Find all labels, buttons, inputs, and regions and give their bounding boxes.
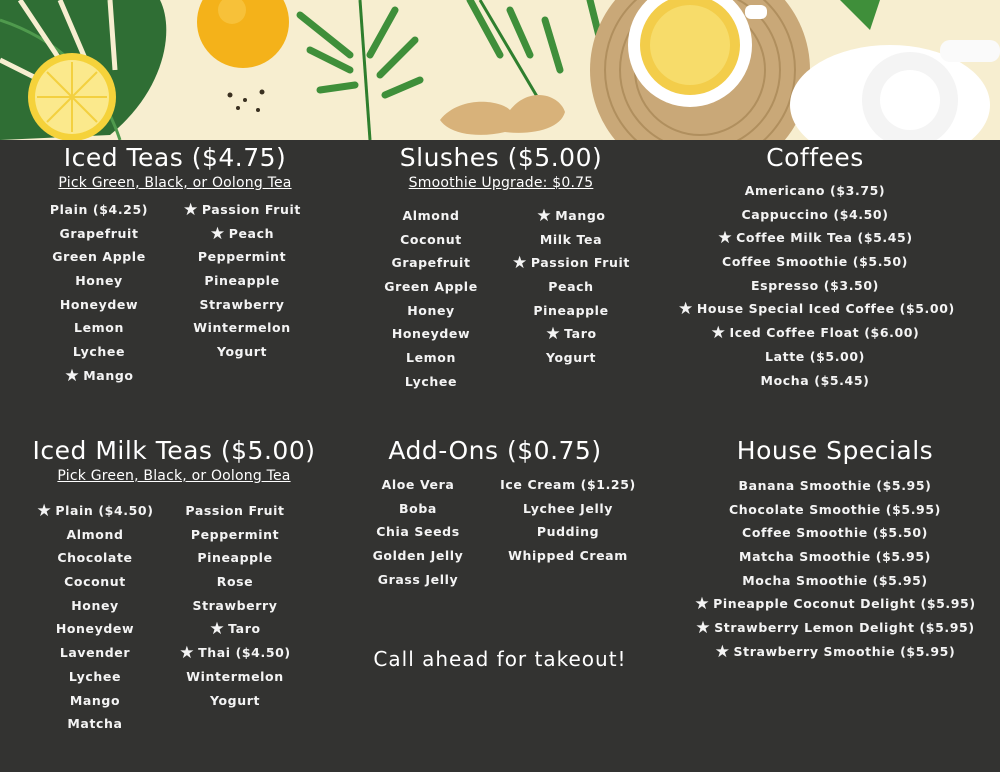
menu-item xyxy=(500,275,642,299)
menu-item xyxy=(678,321,952,345)
menu-item-label: Honeydew xyxy=(55,621,135,637)
menu-item xyxy=(172,269,312,293)
menu-item xyxy=(690,521,980,545)
menu-item-label: Lychee Jelly xyxy=(523,500,613,516)
section-slushes xyxy=(365,143,637,193)
menu-item xyxy=(25,641,165,665)
star-icon: ★ xyxy=(209,223,226,244)
menu-item xyxy=(368,275,494,299)
menu-item-label: Pineapple xyxy=(533,302,609,318)
menu-item xyxy=(165,665,305,689)
menu-column xyxy=(25,499,165,736)
menu-item xyxy=(165,546,305,570)
menu-item-label: Green Apple xyxy=(52,249,146,265)
menu-item xyxy=(25,689,165,713)
menu-item-label: Chocolate xyxy=(57,550,133,566)
menu-item xyxy=(25,570,165,594)
menu-item-label: Strawberry xyxy=(199,296,285,312)
menu-item-label: Strawberry Smoothie ($5.95) xyxy=(733,643,956,659)
menu-column xyxy=(40,198,158,388)
menu-item-label: Almond xyxy=(66,526,124,542)
menu-item-label: Passion Fruit xyxy=(530,255,630,271)
menu-item-label: Wintermelon xyxy=(186,668,284,684)
menu-item-label: Strawberry xyxy=(192,597,278,613)
section-subtitle: Pick Green, Black, or Oolong Tea xyxy=(58,175,292,191)
menu-item xyxy=(172,340,312,364)
menu-item xyxy=(40,316,158,340)
menu-item xyxy=(365,544,471,568)
menu-item-label: Mocha Smoothie ($5.95) xyxy=(742,572,928,588)
star-icon: ★ xyxy=(536,206,553,226)
menu-item xyxy=(500,473,636,497)
section-title: Slushes ($5.00) xyxy=(399,143,603,172)
menu-item-label: Yogurt xyxy=(209,692,261,708)
menu-item xyxy=(40,198,158,222)
menu-item xyxy=(500,346,642,370)
menu-item-label: Peach xyxy=(548,279,594,295)
menu-item-label: Yogurt xyxy=(545,350,597,366)
menu-item xyxy=(678,203,952,227)
menu-item-label: Green Apple xyxy=(384,279,478,295)
menu-item-label: Grapefruit xyxy=(391,255,471,271)
star-icon: ★ xyxy=(678,299,694,320)
menu-item-label: Chocolate Smoothie ($5.95) xyxy=(729,501,941,517)
menu-item-label: Coffee Milk Tea ($5.45) xyxy=(736,230,913,246)
menu-item xyxy=(690,616,980,640)
menu-item-label: Golden Jelly xyxy=(372,548,464,564)
menu-item-label: Almond xyxy=(402,208,460,223)
menu-item-label: Strawberry Lemon Delight ($5.95) xyxy=(714,620,975,636)
menu-item-label: Matcha Smoothie ($5.95) xyxy=(739,549,931,565)
star-icon: ★ xyxy=(183,200,199,220)
menu-item-label: Taro xyxy=(564,326,597,342)
star-icon: ★ xyxy=(710,323,727,344)
menu-item xyxy=(368,251,494,275)
section-title: Iced Teas ($4.75) xyxy=(63,143,287,172)
menu-item-label: House Special Iced Coffee ($5.00) xyxy=(696,301,955,317)
menu-item-label: Rose xyxy=(216,574,254,590)
menu-item-label: Chia Seeds xyxy=(376,524,460,540)
menu-item-label: Lemon xyxy=(74,320,124,336)
menu-item xyxy=(690,569,980,593)
menu-item xyxy=(165,641,305,665)
menu-item-label: Aloe Vera xyxy=(381,477,455,492)
menu-item-label: Passion Fruit xyxy=(185,503,285,518)
menu-item xyxy=(40,269,158,293)
menu-item-label: Honey xyxy=(71,597,119,613)
section-subtitle: Smoothie Upgrade: $0.75 xyxy=(408,175,594,191)
menu-item xyxy=(165,689,305,713)
menu-item-label: Wintermelon xyxy=(193,320,291,336)
menu-item xyxy=(165,617,305,641)
menu-item xyxy=(690,545,980,569)
star-icon: ★ xyxy=(694,594,711,615)
menu-item xyxy=(690,498,980,522)
menu-item xyxy=(25,712,165,736)
menu-item xyxy=(368,346,494,370)
menu-item-label: Lychee xyxy=(404,373,458,389)
menu-item xyxy=(500,204,642,228)
star-icon: ★ xyxy=(512,253,528,274)
menu-item xyxy=(678,274,952,298)
section-title: Iced Milk Teas ($5.00) xyxy=(32,436,316,465)
menu-item-label: Cappuccino ($4.50) xyxy=(741,206,889,222)
menu-item xyxy=(368,370,494,394)
menu-item-label: Plain ($4.25) xyxy=(49,202,149,217)
section-house-specials xyxy=(700,436,970,466)
menu-item-label: Grapefruit xyxy=(59,225,139,241)
menu-item-label: Americano ($3.75) xyxy=(744,183,886,198)
section-add-ons xyxy=(370,436,620,466)
menu-item-label: Pudding xyxy=(536,524,600,540)
menu-item-label: Passion Fruit xyxy=(201,202,301,217)
menu-item-label: Lavender xyxy=(59,645,131,661)
section-coffees xyxy=(690,143,940,173)
menu-item xyxy=(690,474,980,498)
menu-item-label: Peach xyxy=(228,225,275,241)
star-icon: ★ xyxy=(695,618,712,639)
menu-item-label: Boba xyxy=(399,500,437,516)
menu-item-label: Lemon xyxy=(406,350,456,366)
menu-item xyxy=(365,520,471,544)
menu-item xyxy=(25,617,165,641)
menu-item xyxy=(365,568,471,592)
menu-item xyxy=(500,322,642,346)
menu-item xyxy=(500,299,642,323)
menu-item-label: Whipped Cream xyxy=(508,548,628,564)
menu-item-label: Iced Coffee Float ($6.00) xyxy=(729,325,920,341)
menu-item xyxy=(690,640,980,664)
menu-item-label: Yogurt xyxy=(216,344,268,360)
menu-item xyxy=(678,226,952,250)
menu-column xyxy=(365,473,471,591)
menu-column xyxy=(690,474,980,664)
menu-item-label: Lychee xyxy=(68,668,122,684)
menu-item xyxy=(165,499,305,523)
menu-item-label: Mango xyxy=(555,208,606,223)
menu-column xyxy=(678,179,955,392)
menu-item xyxy=(25,594,165,618)
menu-item-label: Honey xyxy=(407,302,455,318)
menu-item-label: Coffee Smoothie ($5.50) xyxy=(742,525,928,541)
menu-item-label: Espresso ($3.50) xyxy=(751,277,879,293)
section-title: Coffees xyxy=(766,143,864,172)
star-icon: ★ xyxy=(209,619,226,640)
menu-item-label: Mocha ($5.45) xyxy=(760,372,870,388)
menu-column xyxy=(500,473,636,568)
menu-item xyxy=(678,297,955,321)
menu-item xyxy=(678,369,952,393)
menu-item-label: Pineapple Coconut Delight ($5.95) xyxy=(713,596,976,612)
menu-item-label: Lychee xyxy=(72,344,126,360)
call-ahead-note: Call ahead for takeout! xyxy=(373,647,627,671)
menu-item xyxy=(40,222,158,246)
menu-item-label: Banana Smoothie ($5.95) xyxy=(738,478,932,493)
menu-item-label: Honeydew xyxy=(59,296,139,312)
menu-item-label: Honey xyxy=(75,273,123,289)
star-icon: ★ xyxy=(714,641,731,662)
menu-item xyxy=(25,523,165,547)
section-title: House Specials xyxy=(736,436,934,465)
star-icon: ★ xyxy=(64,365,81,386)
menu-item-label: Coconut xyxy=(400,231,462,247)
menu-item xyxy=(172,198,312,222)
menu-item xyxy=(172,316,312,340)
menu-item-label: Plain ($4.50) xyxy=(55,503,154,518)
menu-item xyxy=(165,570,305,594)
menu-item-label: Pineapple xyxy=(197,550,273,566)
menu-item xyxy=(165,594,305,618)
menu-item xyxy=(500,544,636,568)
tea-flatlay-illustration xyxy=(0,0,1000,140)
menu-item xyxy=(368,204,494,228)
menu-item-label: Milk Tea xyxy=(539,231,603,247)
section-iced-teas xyxy=(40,143,310,193)
menu-item-label: Peppermint xyxy=(190,526,280,542)
menu-item xyxy=(40,340,158,364)
menu-item xyxy=(368,299,494,323)
menu-item-label: Mango xyxy=(69,692,121,708)
star-icon: ★ xyxy=(717,228,734,249)
banner-photo xyxy=(0,0,1000,140)
menu-item xyxy=(40,245,158,269)
menu-item-label: Pineapple xyxy=(204,273,280,289)
menu-column xyxy=(368,204,494,394)
menu-item xyxy=(172,293,312,317)
menu-item xyxy=(678,179,952,203)
menu-item xyxy=(365,497,471,521)
menu-item-label: Peppermint xyxy=(197,249,287,265)
menu-item xyxy=(678,345,952,369)
section-title: Add-Ons ($0.75) xyxy=(388,436,602,465)
section-subtitle: Pick Green, Black, or Oolong Tea xyxy=(57,468,291,484)
menu-item xyxy=(25,499,165,523)
menu-item-label: Latte ($5.00) xyxy=(765,348,865,364)
menu-column xyxy=(500,204,642,370)
menu-item xyxy=(368,322,494,346)
menu-column xyxy=(172,198,312,364)
menu-item xyxy=(500,228,642,252)
menu-item-label: Ice Cream ($1.25) xyxy=(500,477,636,492)
menu-item xyxy=(25,665,165,689)
menu-item-label: Matcha xyxy=(67,716,123,732)
menu-item xyxy=(172,245,312,269)
menu-item xyxy=(500,497,636,521)
star-icon: ★ xyxy=(36,501,53,521)
section-iced-milk-teas xyxy=(18,436,330,486)
menu-item xyxy=(690,592,980,616)
menu-item xyxy=(172,222,312,246)
menu-column xyxy=(165,499,305,712)
menu-item-label: Thai ($4.50) xyxy=(198,645,291,661)
menu-item xyxy=(365,473,471,497)
menu-item xyxy=(368,228,494,252)
menu-item xyxy=(678,250,952,274)
star-icon: ★ xyxy=(545,324,562,345)
menu-item xyxy=(165,523,305,547)
star-icon: ★ xyxy=(179,643,196,664)
menu-item-label: Honeydew xyxy=(391,326,471,342)
menu-item xyxy=(500,251,642,275)
menu-item-label: Grass Jelly xyxy=(377,571,459,587)
menu-item-label: Taro xyxy=(228,621,261,637)
menu-item-label: Mango xyxy=(83,367,134,383)
menu-item-label: Coconut xyxy=(64,574,126,590)
menu-item xyxy=(40,364,158,388)
menu-item-label: Coffee Smoothie ($5.50) xyxy=(722,254,908,270)
menu-item xyxy=(40,293,158,317)
menu-item xyxy=(500,520,636,544)
menu-item xyxy=(25,546,165,570)
